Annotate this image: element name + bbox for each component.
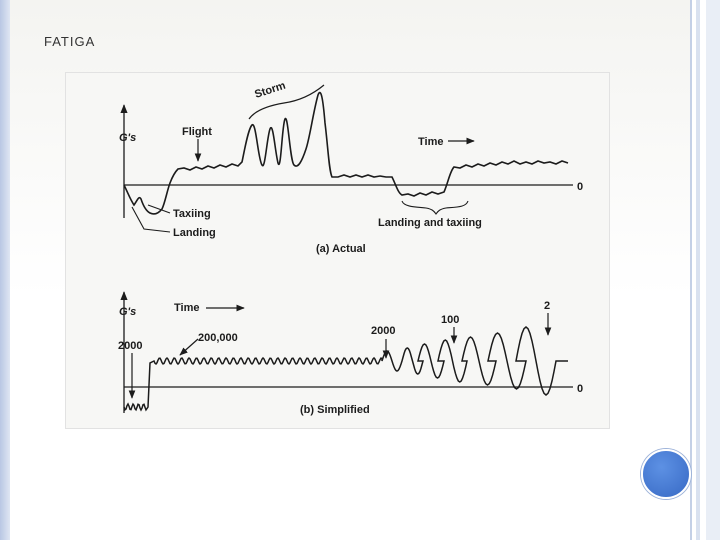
- right-decoration: [690, 0, 720, 540]
- left-rule: [0, 0, 10, 540]
- label-storm: Storm: [253, 79, 288, 101]
- label-200000: 200,000: [198, 332, 238, 344]
- label-flight: Flight: [182, 126, 212, 138]
- label-taxiing: Taxiing: [173, 208, 211, 220]
- label-gs-b: G's: [119, 306, 137, 318]
- label-time-b: Time: [174, 302, 200, 314]
- caption-a: (a) Actual: [316, 243, 366, 255]
- label-2000-mid: 2000: [371, 325, 396, 337]
- label-gs-a: G's: [119, 132, 137, 144]
- load-trace-actual: [124, 93, 568, 214]
- label-time-a: Time: [418, 136, 444, 148]
- label-2000-left: 2000: [118, 340, 143, 352]
- fatigue-load-figure: [65, 72, 610, 429]
- label-100: 100: [441, 314, 460, 326]
- load-diagram-svg: [66, 73, 609, 428]
- slide-title: FATIGA: [44, 34, 96, 49]
- caption-b: (b) Simplified: [300, 404, 370, 416]
- arrow-200000: [180, 339, 198, 355]
- load-trace-simplified: [124, 327, 568, 410]
- landing-taxiing-bracket: [402, 201, 468, 214]
- label-zero-b: 0: [577, 383, 584, 395]
- label-zero-a: 0: [577, 181, 584, 193]
- label-landing-a: Landing: [173, 227, 216, 239]
- label-2: 2: [544, 300, 551, 312]
- label-landing-taxiing: Landing and taxiing: [378, 217, 482, 229]
- accent-circle: [641, 449, 691, 499]
